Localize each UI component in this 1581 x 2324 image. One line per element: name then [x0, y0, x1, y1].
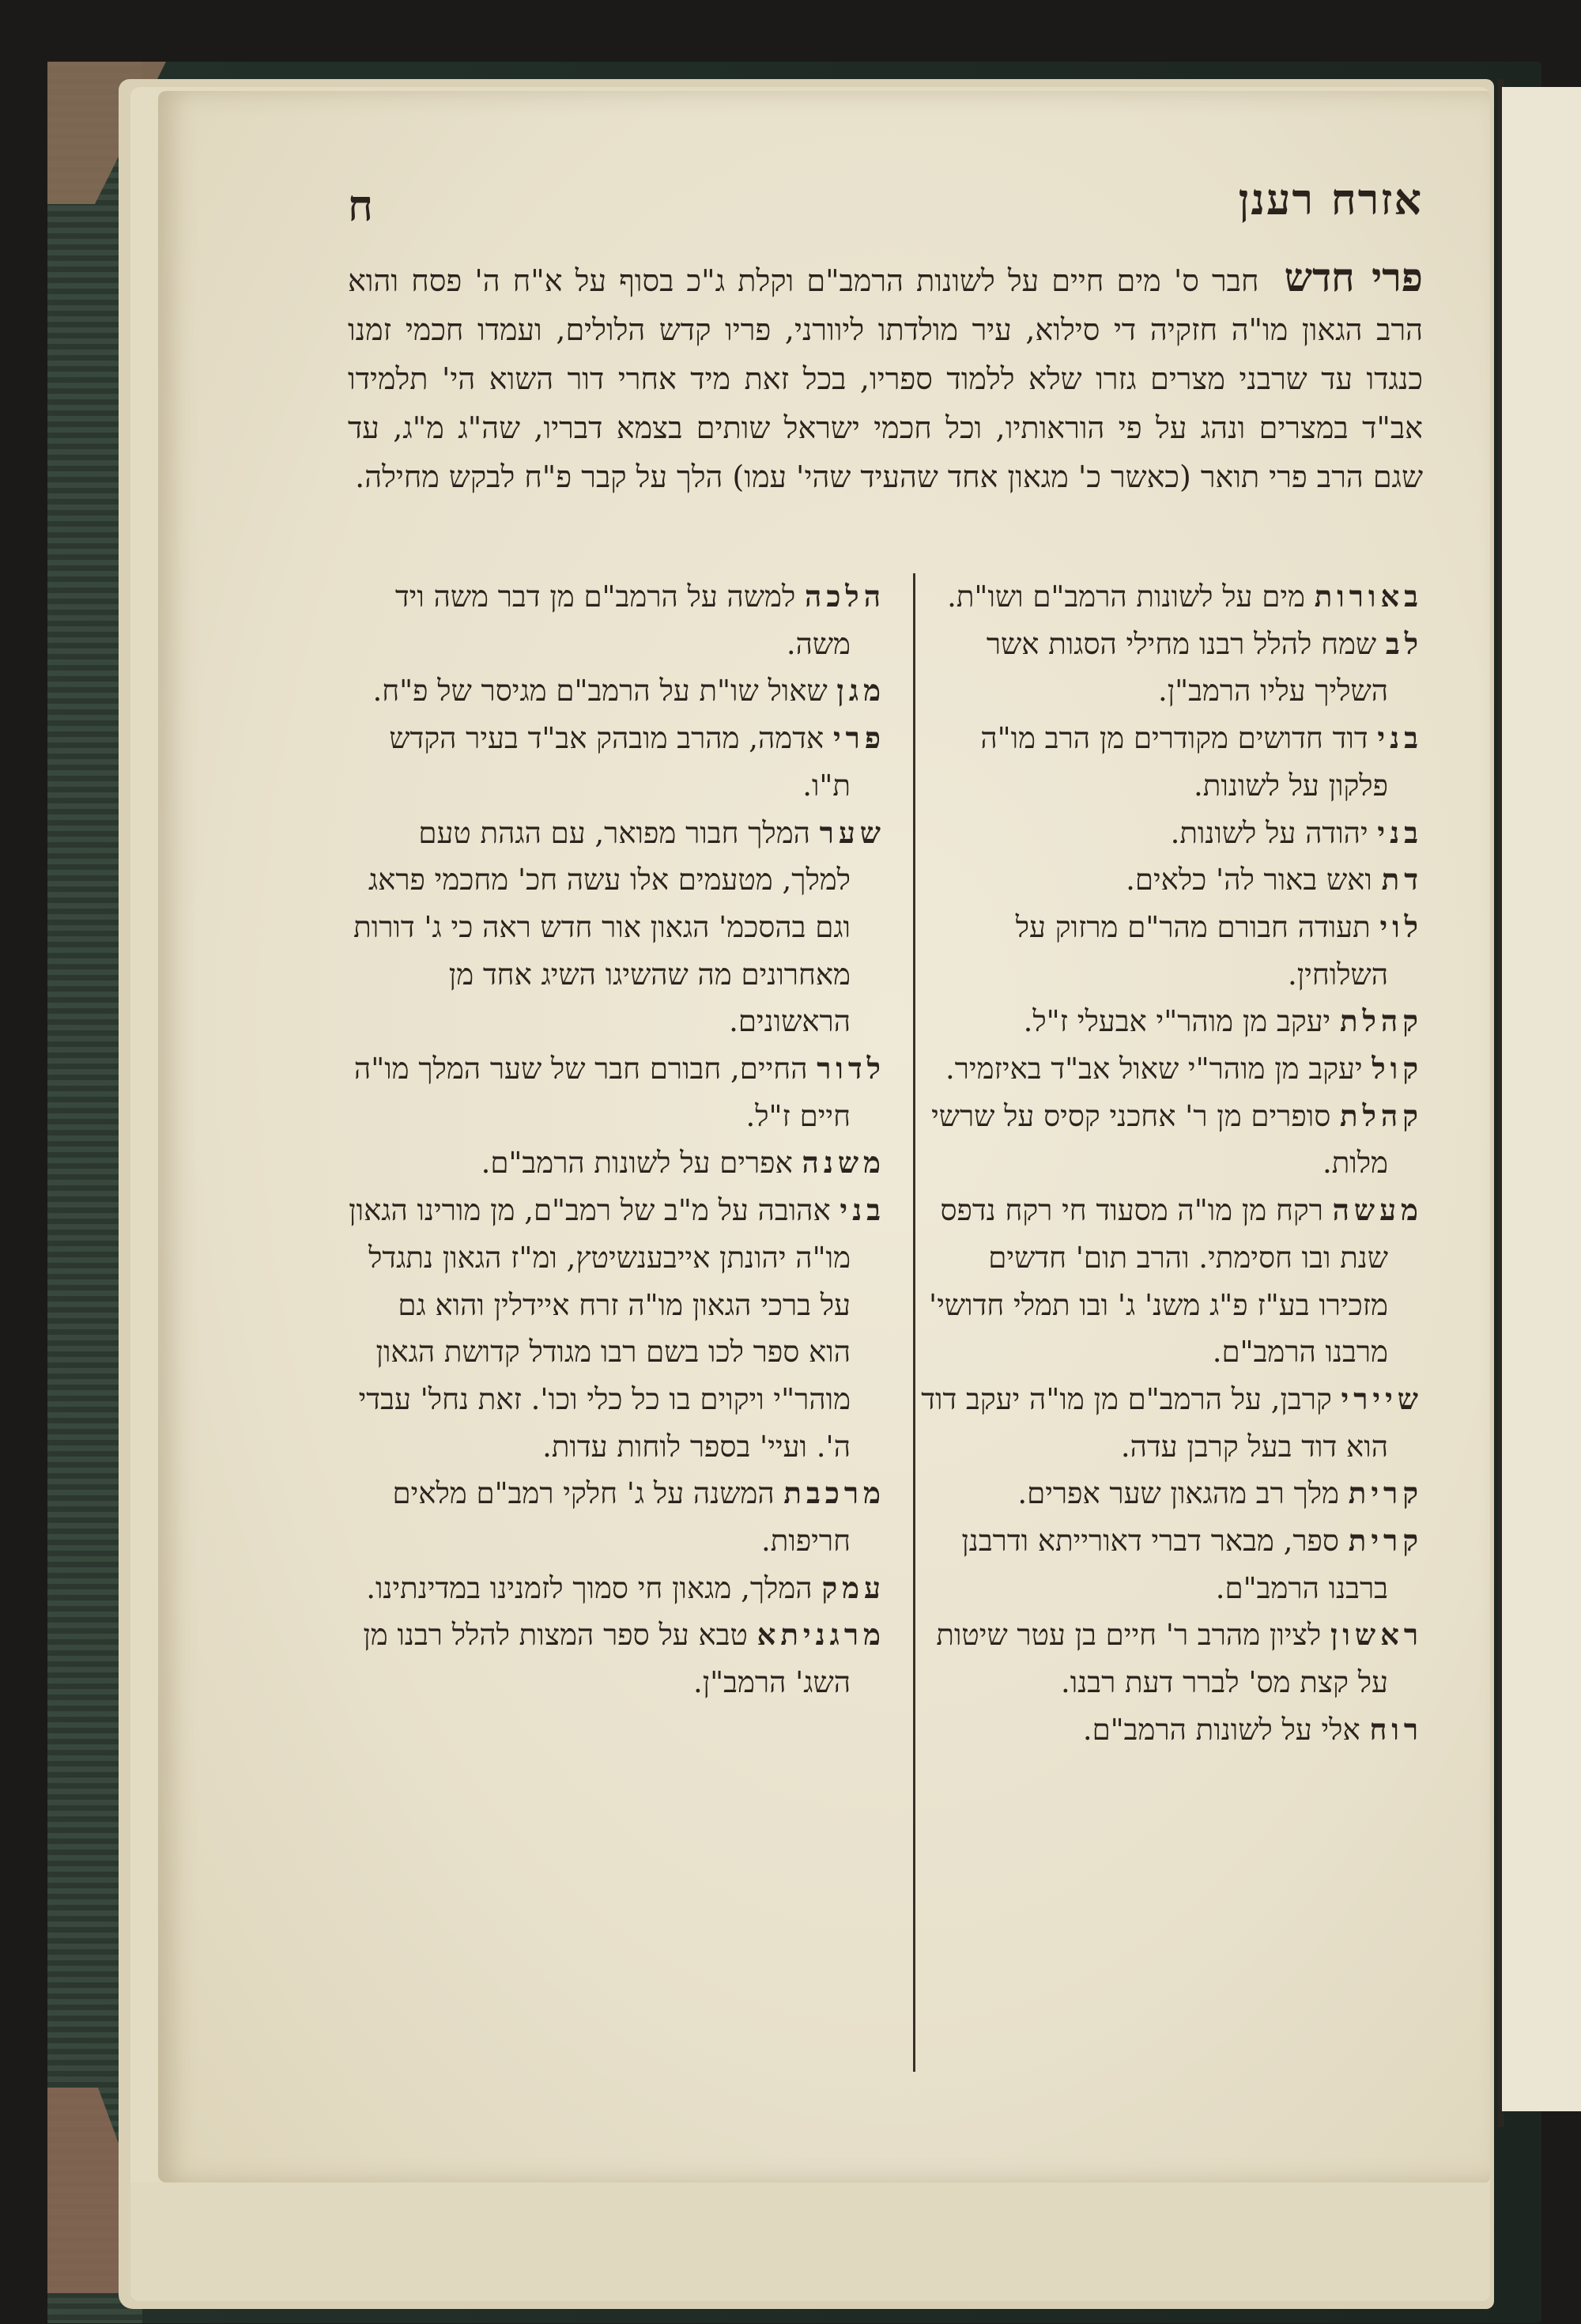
- entry-text: טבא על ספר המצות להלל רבנו מן השג' הרמב"ן.: [363, 1618, 851, 1700]
- list-item: [917, 1045, 1423, 1093]
- entry-headword: באורות: [1314, 579, 1423, 614]
- entry-headword: משנה: [802, 1145, 885, 1181]
- entry-text: קרבן, על הרמב"ם מן מו"ה יעקב דוד הוא דוד בעל קרבן עדה.: [921, 1381, 1388, 1464]
- entry-headword: בני: [1377, 814, 1423, 850]
- entry-text: מים על לשונות הרמב"ם ושו"ת.: [947, 580, 1305, 614]
- list-item: [348, 1612, 885, 1706]
- entry-text: תעודה חבורם מהר"ם מרזוק על השלוחין.: [1015, 909, 1388, 992]
- list-item: [348, 573, 885, 667]
- entry-text: ואש באור לה' כלאים.: [1126, 863, 1372, 897]
- column-divider: [913, 573, 915, 2072]
- list-item: [348, 1139, 885, 1187]
- entry-text: רקח מן מו"ה מסעוד חי רקח נדפס שנת ובו חסימתי. והרב תום' חדשים מזכירו בע"ז פ"ג משנ' ג' ובו תמלי חדושי' מרבנו הרמב"ם.: [929, 1193, 1388, 1370]
- list-item: [917, 904, 1423, 998]
- entry-text: שאול שו"ת על הרמב"ם מגיסר של פ"ח.: [372, 674, 828, 709]
- list-item: [917, 1517, 1423, 1612]
- entry-headword: הלכה: [805, 579, 885, 614]
- list-item: [917, 1612, 1423, 1706]
- entry-text: המשנה על ג' חלקי רמב"ם מלאים חריפות.: [392, 1476, 851, 1559]
- page-lower-margin: [130, 2182, 1490, 2301]
- entry-text: למשה על הרמב"ם מן דבר משה ויד משה.: [394, 580, 851, 661]
- entry-headword: קהלת: [1340, 1098, 1423, 1133]
- left-column: [348, 573, 885, 2076]
- list-item: [917, 1376, 1423, 1470]
- entry-text: דוד חדושים מקודרים מן הרב מו"ה פלקון על לשונות.: [980, 721, 1388, 803]
- next-page-sliver: [1502, 87, 1581, 2111]
- entry-headword: שער: [819, 814, 885, 850]
- entry-headword: בני: [840, 1192, 885, 1228]
- list-item: [917, 573, 1423, 621]
- entry-headword: לב: [1385, 625, 1423, 661]
- entry-headword: רוח: [1369, 1711, 1423, 1747]
- entry-text: המלך חבור מפואר, עם הגהת טעם למלך, מטעמים אלו עשה חכ' מחכמי פראג וגם בהסכמ' הגאון אור חדש ראה כי ג' דורות מאחרונים מה שהשיגו השיג אחד מן הראשונים.: [353, 815, 851, 1039]
- intro-text: חבר ס' מים חיים על לשונות הרמב"ם וקלת ג"כ בסוף על א"ח ה' פסח והוא הרב הגאון מו"ה חזקיה די סילוא, עיר מולדתו ליוורני, פריו קדש הלולים, ועמדו חכמי זמנו כנגדו עד שרבני מצרים גזרו שלא ללמוד ספריו, בכל זאת מיד אחרי דור השוא הי' תלמידו אב"ד במצרים ונהג על פי הוראותיו, וכל חכמי ישראל שותים בצמא דבריו, שה"ג מ"ג, עד שגם הרב פרי תואר (כאשר כ' מגאון אחד שהעיד שהי' עמו) הלך על קבר פ"ח לבקש מחילה.: [348, 263, 1423, 494]
- list-item: [917, 998, 1423, 1045]
- entry-text: לציון מהרב ר' חיים בן עטר שיטות על קצת מס' לברר דעת רבנו.: [936, 1618, 1388, 1700]
- two-column-list: [348, 573, 1423, 2076]
- list-item: [348, 1187, 885, 1470]
- list-item: [917, 1470, 1423, 1517]
- entry-headword: ראשון: [1330, 1617, 1423, 1653]
- entry-text: אהובה על מ"ב של רמב"ם, מן מורינו הגאון מו"ה יהונתן אייבענשיטץ, ומ"ז הגאון נתגדל על ברכי הגאון מו"ה זרח איידלין והוא גם הוא ספר לכו בשם רבו מגודל קדושת הגאון מוהר"י ויקוים בו כל כלי וכו'. זאת נחל' עבדי ה'. ועיי' בספר לוחות עדות.: [349, 1193, 851, 1464]
- list-item: [348, 667, 885, 715]
- entry-text: סופרים מן ר' אחכני קסיס על שרשי מלות.: [931, 1098, 1388, 1181]
- intro-lead-word: פרי חדש: [1284, 254, 1423, 300]
- entry-headword: מרכבת: [783, 1476, 885, 1511]
- entry-headword: עמק: [821, 1570, 885, 1605]
- entry-headword: מגן: [836, 673, 885, 709]
- entry-text: יעקב מן מוהר"י אבעלי ז"ל.: [1023, 1004, 1331, 1039]
- page-content: [348, 158, 1423, 2072]
- entry-text: יהודה על לשונות.: [1170, 815, 1368, 850]
- entry-headword: שיירי: [1341, 1381, 1423, 1416]
- entry-headword: קהלת: [1340, 1003, 1423, 1039]
- running-header: [348, 158, 1423, 229]
- list-item: [348, 1045, 885, 1139]
- entry-headword: קול: [1372, 1051, 1423, 1086]
- entry-text: אדמה, מהרב מובהק אב"ד בעיר הקדש ת"ו.: [389, 721, 851, 803]
- page-number: ח: [348, 180, 373, 231]
- entry-headword: פרי: [832, 720, 885, 756]
- entry-text: המלך, מגאון חי סמוך לזמנינו במדינתינו.: [366, 1570, 813, 1605]
- intro-paragraph: [348, 253, 1423, 501]
- entry-headword: לדור: [817, 1051, 885, 1086]
- entry-text: יעקב מן מוהר"י שאול אב"ד באיזמיר.: [945, 1052, 1363, 1086]
- entry-text: אלי על לשונות הרמב"ם.: [1082, 1712, 1360, 1747]
- entry-headword: בני: [1377, 720, 1423, 756]
- entry-text: ספר, מבאר דברי דאורייתא ודרבנן ברבנו הרמב"ם.: [961, 1524, 1388, 1605]
- entry-headword: קרית: [1348, 1523, 1423, 1559]
- list-item: [917, 1187, 1423, 1376]
- list-item: [917, 856, 1423, 904]
- list-item: [917, 1706, 1423, 1754]
- entry-headword: מעשה: [1332, 1192, 1423, 1228]
- list-item: [917, 1093, 1423, 1187]
- entry-headword: דת: [1381, 862, 1423, 897]
- list-item: [348, 715, 885, 809]
- list-item: [917, 715, 1423, 809]
- entry-headword: לוי: [1379, 909, 1423, 944]
- page-title: אזרח רענן: [1238, 174, 1423, 225]
- right-column: [917, 573, 1423, 2076]
- list-item: [917, 621, 1423, 715]
- entry-text: מלך רב מהגאון שער אפרים.: [1017, 1476, 1339, 1511]
- list-item: [348, 810, 885, 1046]
- list-item: [348, 1565, 885, 1612]
- list-item: [917, 810, 1423, 857]
- entry-text: שמח להלל רבנו מחילי הסגות אשר השליך עליו הרמב"ן.: [986, 626, 1388, 709]
- entry-text: אפרים על לשונות הרמב"ם.: [481, 1146, 793, 1181]
- entry-headword: קרית: [1348, 1476, 1423, 1511]
- list-item: [348, 1470, 885, 1564]
- entry-headword: מרגניתא: [757, 1617, 885, 1653]
- entry-text: החיים, חבורם חבר של שער המלך מו"ה חיים ז"ל.: [353, 1052, 851, 1133]
